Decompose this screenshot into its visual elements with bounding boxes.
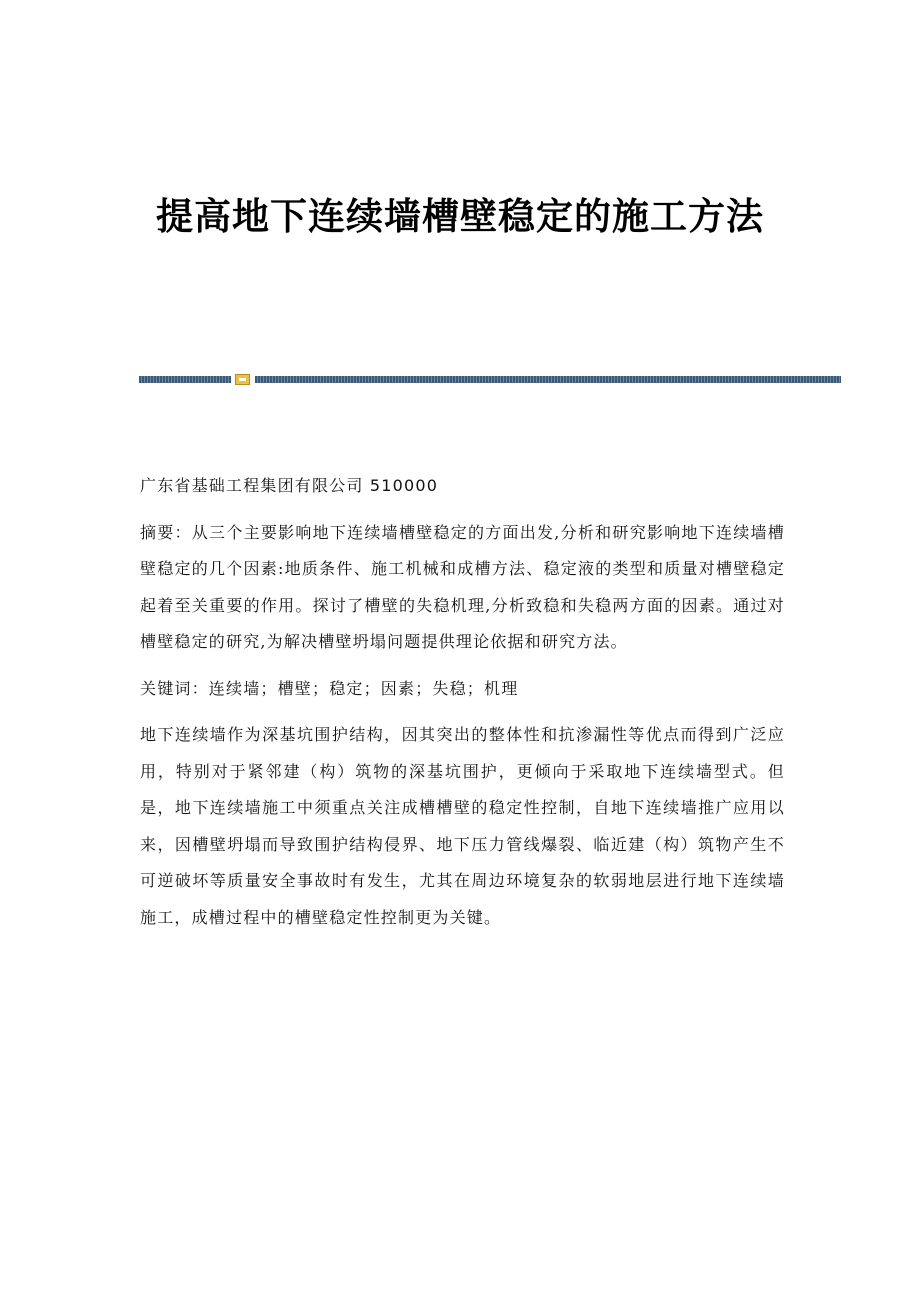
divider-bar-right [255, 376, 841, 383]
document-body [140, 468, 785, 946]
keywords: 关键词：连续墙；槽壁；稳定；因素；失稳；机理 [140, 678, 519, 698]
document-title: 提高地下连续墙槽壁稳定的施工方法 [156, 194, 764, 238]
title-divider [139, 374, 841, 386]
abstract: 摘要：从三个主要影响地下连续墙槽壁稳定的方面出发,分析和研究影响地下连续墙槽壁稳定的几个因素:地质条件、施工机械和成槽方法、稳定液的类型和质量对槽壁稳定起着至关重要的作用。探讨了槽壁的失稳机理,分析致稳和失稳两方面的因素。通过对槽壁稳定的研究,为解决槽壁坍塌问题提供理论依据和研究方法。 [140, 522, 785, 651]
body-paragraph: 地下连续墙作为深基坑围护结构，因其突出的整体性和抗渗漏性等优点而得到广泛应用，特别对于紧邻建（构）筑物的深基坑围护，更倾向于采取地下连续墙型式。但是，地下连续墙施工中须重点关注成槽槽壁的稳定性控制，自地下连续墙推广应用以来，因槽壁坍塌而导致围护结构侵界、地下压力管线爆裂、临近建（构）筑物产生不可逆破坏等质量安全事故时有发生，尤其在周边环境复杂的软弱地层进行地下连续墙施工，成槽过程中的槽壁稳定性控制更为关键。 [140, 725, 785, 927]
affiliation: 广东省基础工程集团有限公司 510000 [140, 476, 439, 495]
divider-ornament-icon [235, 374, 250, 385]
divider-bar-left [139, 376, 231, 383]
